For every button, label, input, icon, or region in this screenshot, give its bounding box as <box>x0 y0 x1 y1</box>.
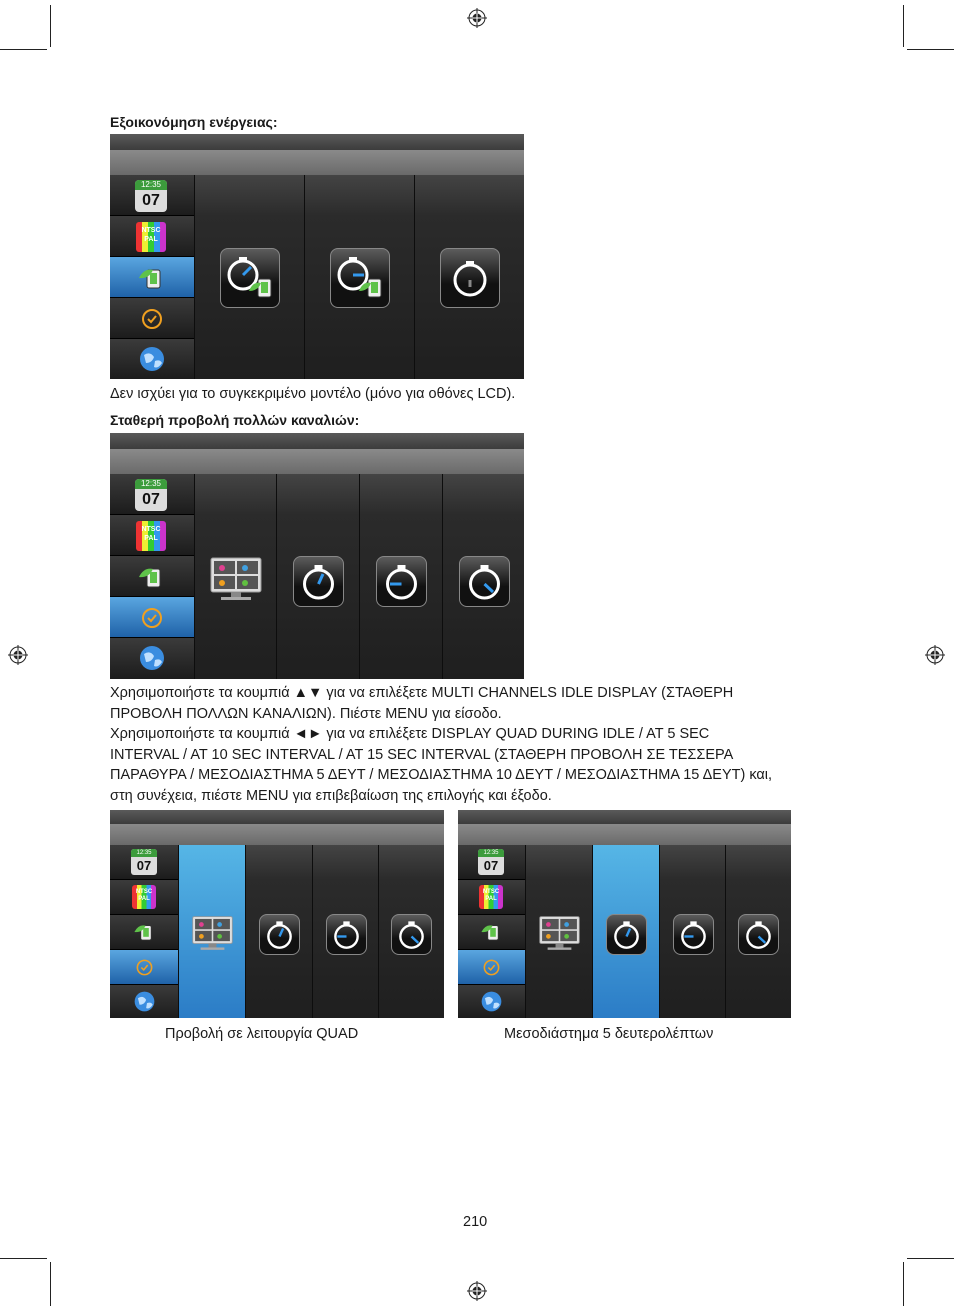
option-tile[interactable] <box>220 248 280 308</box>
calendar-day: 07 <box>142 491 160 508</box>
option-tile[interactable] <box>293 556 344 607</box>
option-column-quad[interactable] <box>525 845 593 1018</box>
crop-mark <box>50 1262 51 1306</box>
crop-mark <box>0 49 47 50</box>
orange-clock-icon <box>140 606 164 630</box>
menu-screenshot-power-saving <box>110 134 524 379</box>
timer-5sec-icon <box>260 915 299 954</box>
power-saving-icon <box>479 920 503 944</box>
pal-label: PAL <box>485 896 497 902</box>
orange-clock-icon <box>140 307 164 331</box>
sidebar-item-language[interactable] <box>110 985 178 1018</box>
globe-icon <box>138 345 166 373</box>
power-saving-icon <box>136 263 166 293</box>
menu-sidebar <box>110 474 194 679</box>
option-tile[interactable] <box>391 914 432 955</box>
ntsc-label: NTSC <box>141 227 161 234</box>
caption-quad: Προβολή σε λειτουργία QUAD <box>165 1026 359 1042</box>
pal-label: PAL <box>144 535 158 542</box>
instructions-paragraph <box>110 683 870 806</box>
tv-system-icon <box>132 885 156 909</box>
section-heading-multi-channel: Σταθερή προβολή πολλών καναλιών: <box>110 412 360 428</box>
caption-5sec: Μεσοδιάστημα 5 δευτερολέπτων <box>504 1026 714 1042</box>
option-tile[interactable] <box>330 248 390 308</box>
quad-monitor-icon <box>209 556 263 604</box>
option-tile[interactable] <box>673 914 714 955</box>
option-column-15sec[interactable] <box>442 474 524 679</box>
instruction-line: ΠΡΟΒΟΛΗ ΠΟΛΛΩΝ ΚΑΝΑΛΙΩΝ). Πιέστε MENU για είσοδο. <box>110 705 502 722</box>
tv-system-icon <box>479 885 503 909</box>
option-tile[interactable] <box>738 914 779 955</box>
globe-icon <box>133 990 156 1013</box>
registration-mark-icon <box>467 1281 487 1301</box>
registration-mark-icon <box>467 8 487 28</box>
crop-mark <box>903 5 904 47</box>
timer-15sec-icon <box>460 557 509 606</box>
screen-top-bar <box>110 134 524 150</box>
registration-mark-icon <box>925 645 945 665</box>
timer-5sec-icon <box>607 915 646 954</box>
quad-monitor-icon <box>191 915 234 953</box>
sidebar-item-power-saving[interactable] <box>110 915 178 950</box>
calendar-day: 07 <box>136 858 152 873</box>
calendar-icon <box>131 849 157 875</box>
timer-leaf-icon <box>221 249 279 307</box>
screen-top-bar <box>110 810 444 824</box>
option-column-10sec[interactable] <box>359 474 443 679</box>
calendar-time: 12:35 <box>131 849 157 857</box>
calendar-time: 12:35 <box>135 180 167 190</box>
instruction-line: Χρησιμοποιήστε τα κουμπιά ◄► για να επιλέξετε DISPLAY QUAD DURING IDLE / AT 5 SEC <box>110 726 710 742</box>
sidebar-item-power-saving[interactable] <box>110 556 194 597</box>
orange-clock-icon <box>135 958 154 977</box>
timer-15sec-icon <box>392 915 431 954</box>
sidebar-item-tv-system[interactable] <box>110 216 194 257</box>
quad-monitor-icon <box>538 915 581 953</box>
timer-15sec-icon <box>739 915 778 954</box>
sidebar-item-idle-display[interactable] <box>458 950 525 985</box>
timer-10sec-icon <box>377 557 426 606</box>
option-tile[interactable] <box>440 248 500 308</box>
crop-mark <box>907 49 954 50</box>
section-heading-power-saving: Εξοικονόμηση ενέργειας: <box>110 114 278 130</box>
calendar-icon <box>135 479 167 511</box>
option-column-quad[interactable] <box>178 845 246 1018</box>
orange-clock-icon <box>482 958 501 977</box>
sidebar-item-power-saving[interactable] <box>110 257 194 298</box>
screen-title-bar <box>110 150 524 175</box>
ntsc-label: NTSC <box>135 889 153 895</box>
sidebar-item-idle-display[interactable] <box>110 950 178 985</box>
registration-mark-icon <box>8 645 28 665</box>
screen-title-bar <box>458 824 791 845</box>
option-column[interactable] <box>414 175 524 379</box>
option-column[interactable] <box>194 175 305 379</box>
globe-icon <box>138 644 166 672</box>
timer-5sec-icon <box>294 557 343 606</box>
crop-mark <box>0 1258 47 1259</box>
sidebar-item-tv-system[interactable] <box>458 880 525 915</box>
sidebar-item-tv-system[interactable] <box>110 880 178 915</box>
option-column-10sec[interactable] <box>659 845 726 1018</box>
option-column[interactable] <box>304 175 415 379</box>
calendar-day: 07 <box>483 858 499 873</box>
option-column-quad[interactable] <box>194 474 277 679</box>
screen-top-bar <box>110 433 524 449</box>
sidebar-item-idle-display[interactable] <box>110 597 194 638</box>
screen-title-bar <box>110 449 524 474</box>
option-column-5sec[interactable] <box>592 845 660 1018</box>
screen-title-bar <box>110 824 444 845</box>
menu-sidebar <box>458 845 525 1018</box>
pal-label: PAL <box>144 236 158 243</box>
power-saving-icon <box>136 562 166 592</box>
screen-top-bar <box>458 810 791 824</box>
menu-screenshot-multi-channel <box>110 433 524 679</box>
ntsc-label: NTSC <box>482 889 500 895</box>
tv-system-icon <box>136 521 166 551</box>
sidebar-item-power-saving[interactable] <box>458 915 525 950</box>
option-column-5sec[interactable] <box>276 474 360 679</box>
option-tile[interactable] <box>459 556 510 607</box>
option-column-15sec[interactable] <box>725 845 791 1018</box>
sidebar-item-date-time[interactable] <box>110 845 178 880</box>
sidebar-item-language[interactable] <box>110 339 194 379</box>
crop-mark <box>907 1258 954 1259</box>
option-column-10sec[interactable] <box>312 845 379 1018</box>
crop-mark <box>50 5 51 47</box>
calendar-day: 07 <box>142 192 160 209</box>
sidebar-item-language[interactable] <box>110 638 194 679</box>
timer-10sec-icon <box>674 915 713 954</box>
section-note: Δεν ισχύει για το συγκεκριμένο μοντέλο (μόνο για οθόνες LCD). <box>110 386 516 402</box>
sidebar-item-idle-display[interactable] <box>110 298 194 339</box>
option-tile[interactable] <box>326 914 367 955</box>
menu-screenshot-quad <box>110 810 444 1018</box>
sidebar-item-language[interactable] <box>458 985 525 1018</box>
timer-10sec-icon <box>327 915 366 954</box>
timer-off-icon <box>441 249 499 307</box>
calendar-time: 12:35 <box>135 479 167 489</box>
ntsc-label: NTSC <box>141 526 161 533</box>
globe-icon <box>480 990 503 1013</box>
option-column-5sec[interactable] <box>245 845 313 1018</box>
option-tile[interactable] <box>606 914 647 955</box>
option-tile[interactable] <box>259 914 300 955</box>
instruction-line: στη συνέχεια, πιέστε MENU για επιβεβαίωση της επιλογής και έξοδο. <box>110 787 552 804</box>
instruction-line: Χρησιμοποιήστε τα κουμπιά ▲▼ για να επιλέξετε MULTI CHANNELS IDLE DISPLAY (ΣΤΑΘΕΡΗ <box>110 685 734 701</box>
menu-sidebar <box>110 175 194 379</box>
instruction-line: INTERVAL / AT 10 SEC INTERVAL / AT 15 SEC INTERVAL (ΣΤΑΘΕΡΗ ΠΡΟΒΟΛΗ ΣΕ ΤΕΣΣΕΡΑ <box>110 746 734 763</box>
sidebar-item-date-time[interactable] <box>110 175 194 216</box>
tv-system-icon <box>136 222 166 252</box>
menu-screenshot-5sec <box>458 810 791 1018</box>
instruction-line: ΠΑΡΑΘΥΡΑ / ΜΕΣΟΔΙΑΣΤΗΜΑ 5 ΔΕΥΤ / ΜΕΣΟΔΙΑΣΤΗΜΑ 10 ΔΕΥΤ / ΜΕΣΟΔΙΑΣΤΗΜΑ 15 ΔΕΥΤ) και, <box>110 767 773 783</box>
crop-mark <box>903 1262 904 1306</box>
option-tile[interactable] <box>376 556 427 607</box>
sidebar-item-date-time[interactable] <box>110 474 194 515</box>
calendar-icon <box>478 849 504 875</box>
timer-leaf-icon <box>331 249 389 307</box>
power-saving-icon <box>132 920 156 944</box>
page-number: 210 <box>463 1214 488 1230</box>
calendar-icon <box>135 180 167 212</box>
sidebar-item-date-time[interactable] <box>458 845 525 880</box>
menu-sidebar <box>110 845 178 1018</box>
calendar-time: 12:35 <box>478 849 504 857</box>
sidebar-item-tv-system[interactable] <box>110 515 194 556</box>
option-column-15sec[interactable] <box>378 845 444 1018</box>
pal-label: PAL <box>138 896 150 902</box>
